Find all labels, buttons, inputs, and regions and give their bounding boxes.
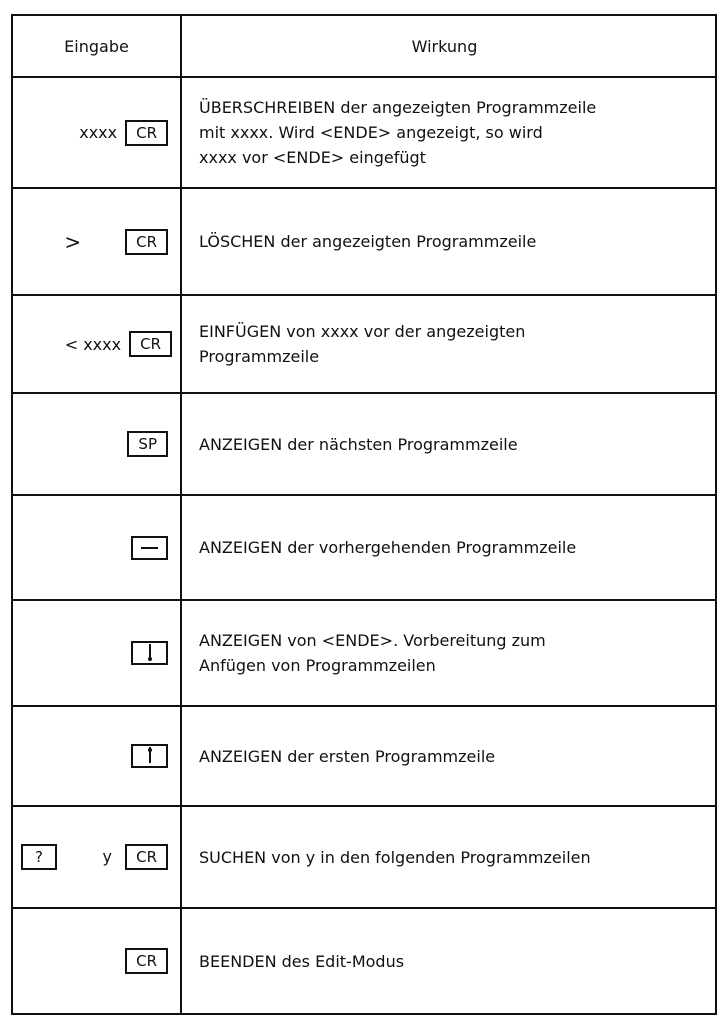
row-description: [182, 909, 715, 1013]
sp-key: SP: [127, 431, 168, 457]
description-line: Programmzeile: [199, 347, 320, 366]
cr-key: CR: [129, 331, 172, 357]
question-key: ?: [21, 844, 57, 870]
header-wirkung: [182, 16, 715, 76]
row-description: [182, 296, 715, 392]
row-input: [13, 909, 180, 1013]
row-input: [13, 296, 180, 392]
row-description: [182, 394, 715, 494]
minus-key-icon: [131, 536, 168, 560]
row-input: [13, 189, 180, 294]
row-input: [13, 601, 180, 705]
description-line: EINFÜGEN von xxxx vor der angezeigten: [199, 322, 526, 341]
header-eingabe: [13, 16, 180, 76]
row-description: [182, 496, 715, 599]
row-input: [13, 394, 180, 494]
input-text: xxxx: [79, 123, 118, 142]
edit-commands-table: [11, 14, 717, 1015]
input-text: >: [64, 229, 82, 254]
row-description: [182, 78, 715, 187]
cr-key: CR: [125, 120, 168, 146]
description-line: ANZEIGEN der ersten Programmzeile: [199, 746, 496, 766]
cr-key: CR: [125, 844, 168, 870]
arrow-up-key-icon: [131, 744, 168, 768]
header-eingabe-label: Eingabe: [64, 36, 129, 56]
description-line: ANZEIGEN der nächsten Programmzeile: [199, 434, 518, 454]
input-text: y: [102, 847, 112, 866]
description-line: LÖSCHEN der angezeigten Programmzeile: [199, 232, 537, 251]
row-description: [182, 601, 715, 705]
row-description: [182, 707, 715, 805]
header-wirkung-label: Wirkung: [411, 36, 478, 56]
arrow-down-key-icon: [131, 641, 168, 665]
description-line: xxxx vor <ENDE> eingefügt: [199, 148, 426, 167]
description-line: SUCHEN von y in den folgenden Programmzeilen: [199, 847, 591, 867]
row-description: [182, 807, 715, 907]
description-line: Anfügen von Programmzeilen: [199, 656, 436, 675]
row-input: [13, 78, 180, 187]
description-line: ANZEIGEN der vorhergehenden Programmzeile: [199, 538, 577, 557]
row-input: [13, 807, 180, 907]
row-description: [182, 189, 715, 294]
cr-key: CR: [125, 229, 168, 255]
row-input: [13, 707, 180, 805]
description-line: ÜBERSCHREIBEN der angezeigten Programmzeile: [199, 98, 597, 117]
description-line: BEENDEN des Edit-Modus: [199, 951, 405, 971]
input-text: < xxxx: [64, 334, 122, 354]
description-line: mit xxxx. Wird <ENDE> angezeigt, so wird: [199, 123, 543, 142]
cr-key: CR: [125, 948, 168, 974]
row-input: [13, 496, 180, 599]
description-line: ANZEIGEN von <ENDE>. Vorbereitung zum: [199, 631, 546, 650]
